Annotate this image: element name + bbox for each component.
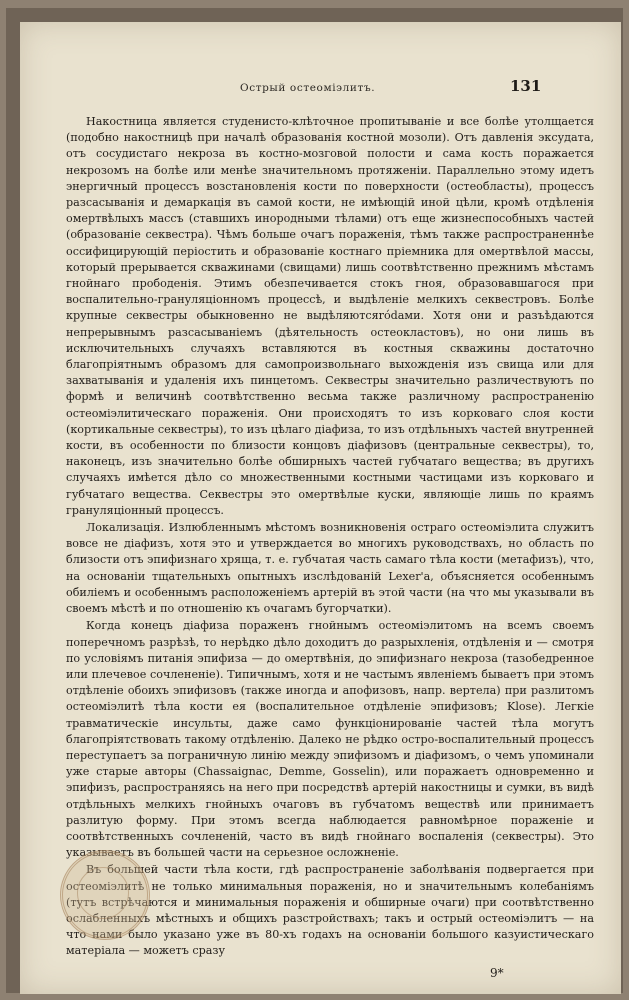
scan-background [6, 8, 623, 993]
paragraph-epiphysis: Когда конецъ діафиза пораженъ гнойнымъ остеоміэлитомъ на всемъ своемъ поперечномъ разрѣзѣ, то нерѣдко дѣло доходитъ до разрыхленія, отдѣленія и — смотря по условіямъ питанія эпифиза — до омертвѣнія, до эпифизнаго некроза (тазобедренное или плечевое сочлененіе). Типичнымъ, хотя и не частымъ явленіемъ бываетъ при этомъ отдѣленіе обоихъ эпифизовъ (также иногда и апофизовъ, напр. вертела) при разлитомъ остеоміэлитѣ тѣла кости ея (воспалительное отдѣленіе эпифизовъ; Klose). Легкіе травматическіе инсульты, даже само функціонированіе частей тѣла могутъ благопріятствовать такому отдѣленію. Далеко не рѣдко остро-воспалительный процессъ переступаетъ за пограничную линію между эпифизомъ и діафизомъ, о чемъ упоминали уже старые авторы (Chassaignac, Demme, Gosselin), или поражаетъ одновременно и эпифизъ, распространяясь на него при посредствѣ артерій накостницы и сумки, въ видѣ отдѣльныхъ мелкихъ гнойныхъ очаговъ въ губчатомъ веществѣ или принимаетъ разлитую форму. При этомъ всегда наблюдается равномѣрное пораженіе и соотвѣтственныхъ сочлененій, часто въ видѣ гнойнаго воспаленія (секвестры). Это указываетъ въ большей части на серьезное осложненіе. [66, 619, 594, 860]
running-head: Острый остеоміэлитъ. [240, 82, 376, 94]
paragraph-continuation: Въ большей части тѣла кости, гдѣ распространеніе заболѣванія подвергается при остеоміэлитѣ не только минимальныя пораженія, но и значительнымъ колебаніямъ (тутъ встрѣчаются и минимальныя пораженія и обширные очаги) при соотвѣтственно ослабленныхъ мѣстныхъ и общихъ разстройствахъ; такъ и острый остеоміэлитъ — на что нами было указано уже въ 80-хъ годахъ на основаніи большого казуистическаго матеріала — можетъ сразу [66, 863, 594, 958]
page-header [20, 74, 621, 98]
library-stamp [60, 850, 150, 940]
paragraph-localization: Локализація. Излюбленнымъ мѣстомъ возникновенія остраго остеоміэлита служитъ вовсе не діафизъ, хотя это и утверждается во многихъ руководствахъ, но область по близости отъ эпифизнаго хряща, т. е. губчатая часть самаго тѣла кости (метафизъ), что, на основаніи тщательныхъ опытныхъ изслѣдованій Lexer'а, объясняется особеннымъ обиліемъ и особеннымъ расположеніемъ артерій въ этой части (на что мы указывали въ своемъ мѣстѣ и по отношенію къ очагамъ бугорчатки). [66, 521, 594, 616]
paragraph-sequestra: Накостница является студенисто-клѣточное пропитываніе и все болѣе утолщается (подобно накостницѣ при началѣ образованія костной мозоли). Отъ давленія эксудата, отъ сосудистаго некроза въ костно-мозговой полости и сама кость поражается некрозомъ на болѣе или менѣе значительномъ протяженіи. Параллельно этому идетъ энергичный процессъ возстановленія кости по поверхности (остеобласты), процессъ разсасыванія и демаркація въ самой кости, не имѣющій иной цѣли, кромѣ отдѣленія омертвѣлыхъ массъ (ставшихъ инородными тѣлами) отъ еще жизнеспособныхъ частей (образованіе секвестра). Чѣмъ больше очагъ пораженія, тѣмъ также распространеннѣе оссифицирующій періостить и образованіе костнаго пріемника для омертвѣлой массы, который прерывается скважинами (свищами) лишь соотвѣтственно прежнимъ мѣстамъ гнойнаго прободенія. Этимъ обезпечивается стокъ гноя, образовавшагося при воспалительно-грануляціонномъ процессѣ, и выдѣленіе мелкихъ секвестровъ. Болѣе крупные секвестры обыкновенно не выдѣляютсяródами. Хотя они и разъѣдаются непрерывнымъ разсасываніемъ (дѣятельность остеокластовъ), но они лишь въ исключительныхъ случаяхъ вставляются въ костныя скважины достаточно благопріятнымъ образомъ для самопроизвольнаго выхожденія изъ свища или для захватыванія и удаленія ихъ пинцетомъ. Секвестры значительно различествуютъ по формѣ и величинѣ соотвѣтственно весьма также различному распространенію остеоміэлитическаго пораженія. Они происходятъ то изъ корковаго слоя кости (кортикальные секвестры), то изъ цѣлаго діафиза, то изъ отдѣльныхъ частей внутренней кости, въ особенности по близости концовъ діафизовъ (центральные секвестры), то, наконецъ, изъ значительно болѣе обширныхъ частей губчатаго вещества; въ другихъ случаяхъ имѣется дѣло со множественными костными частицами изъ корковаго и губчатаго вещества. Секвестры это омертвѣлые куски, являющіе лишь по краямъ грануляціонный процессъ. [66, 115, 594, 517]
book-page [20, 22, 621, 994]
page-number: 131 [510, 77, 542, 95]
signature-mark: 9* [490, 966, 504, 980]
page-body [66, 114, 594, 961]
